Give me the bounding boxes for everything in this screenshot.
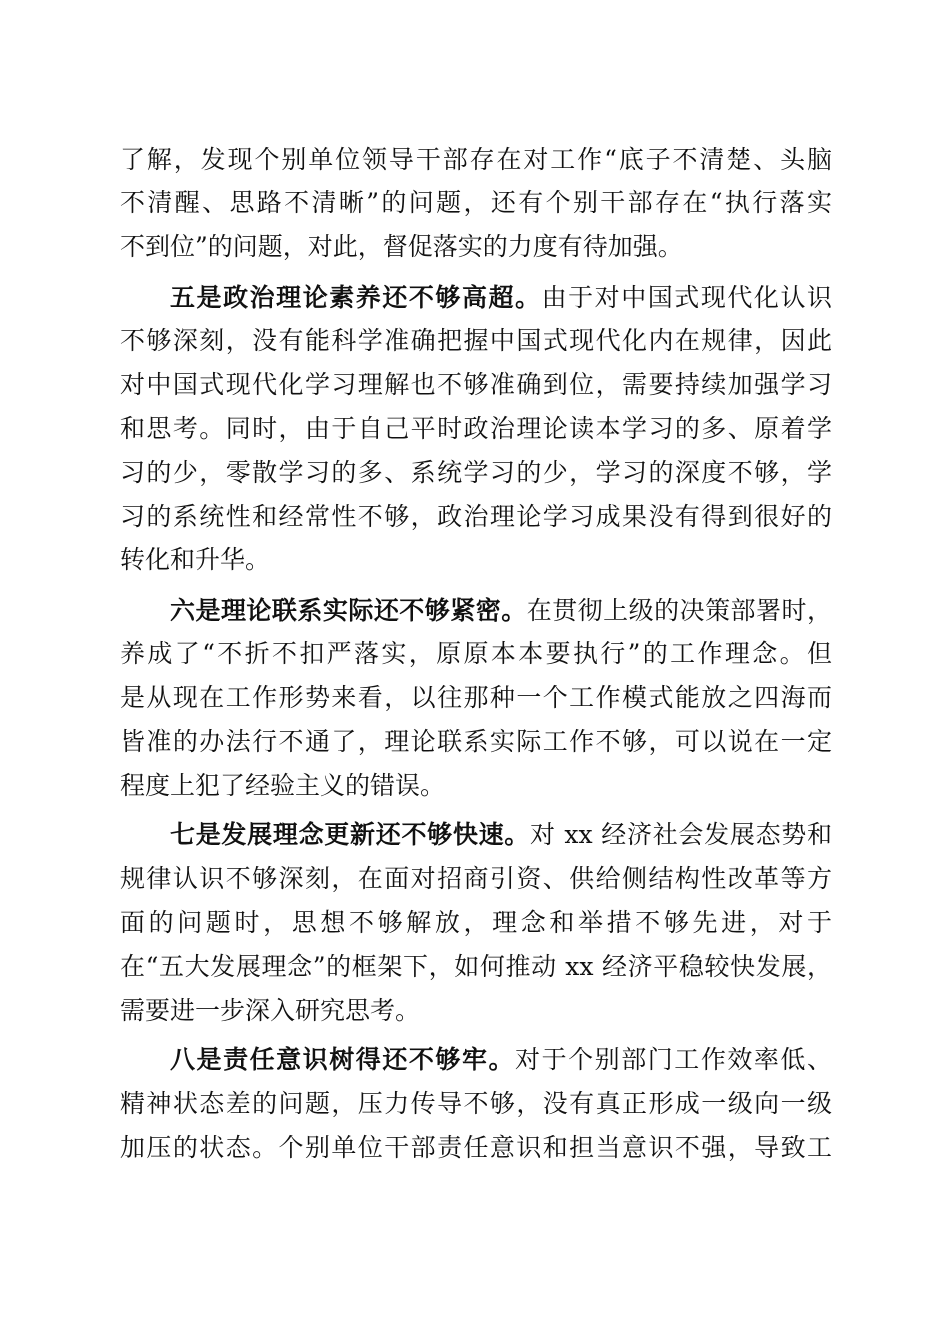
paragraph-line: 精神状态差的问题，压力传导不够，没有真正形成一级向一级 [120,1089,832,1118]
paragraph-line: 是从现在工作形势来看，以往那种一个工作模式能放之四海而 [120,683,832,712]
paragraph-line: 习的少，零散学习的多、系统学习的少，学习的深度不够，学 [120,458,832,487]
paragraph-line: 规律认识不够深刻，在面对招商引资、供给侧结构性改革等方 [120,864,832,893]
paragraph-line: 和思考。同时，由于自己平时政治理论读本学习的多、原着学 [120,414,832,443]
paragraph-line: 转化和升华。 [120,545,271,574]
paragraph-first-line [170,1045,832,1075]
section-text: 对 xx 经济社会发展态势和 [530,820,832,849]
paragraph-line: 对中国式现代化学习理解也不够准确到位，需要持续加强学习 [120,370,832,399]
paragraph-line: 面的问题时，思想不够解放，理念和举措不够先进，对于 [120,908,832,937]
paragraph-line: 在“五大发展理念”的框架下，如何推动 xx 经济平稳较快发展， [120,952,832,981]
paragraph-first-line [170,283,832,313]
paragraph-line: 了解，发现个别单位领导干部存在对工作“底子不清楚、头脑 [120,145,832,174]
paragraph-line: 不够深刻，没有能科学准确把握中国式现代化内在规律，因此 [120,326,832,355]
paragraph-line: 养成了“不折不扣严落实，原原本本要执行”的工作理念。但 [120,639,832,668]
paragraph-line: 习的系统性和经常性不够，政治理论学习成果没有得到很好的 [120,502,832,531]
paragraph-line: 加压的状态。个别单位干部责任意识和担当意识不强，导致工 [120,1133,832,1162]
section-text: 在贯彻上级的决策部署时， [526,596,832,625]
section-lead: 七是发展理念更新还不够快速。 [170,820,531,849]
paragraph-first-line [170,820,832,850]
section-text: 对于个别部门工作效率低、 [515,1045,832,1074]
paragraph-line: 不清醒、思路不清晰”的问题，还有个别干部存在“执行落实 [120,188,832,217]
paragraph-line: 皆准的办法行不通了，理论联系实际工作不够，可以说在一定 [120,727,832,756]
paragraph-line: 程度上犯了经验主义的错误。 [120,771,446,800]
paragraph-line: 不到位”的问题，对此，督促落实的力度有待加强。 [120,232,683,261]
section-lead: 八是责任意识树得还不够牢。 [170,1045,516,1074]
paragraph-line: 需要进一步深入研究思考。 [120,996,421,1025]
section-lead: 五是政治理论素养还不够高超。 [170,283,542,312]
section-text: 由于对中国式现代化认识 [541,283,832,312]
paragraph-first-line [170,596,832,626]
section-lead: 六是理论联系实际还不够紧密。 [170,596,527,625]
